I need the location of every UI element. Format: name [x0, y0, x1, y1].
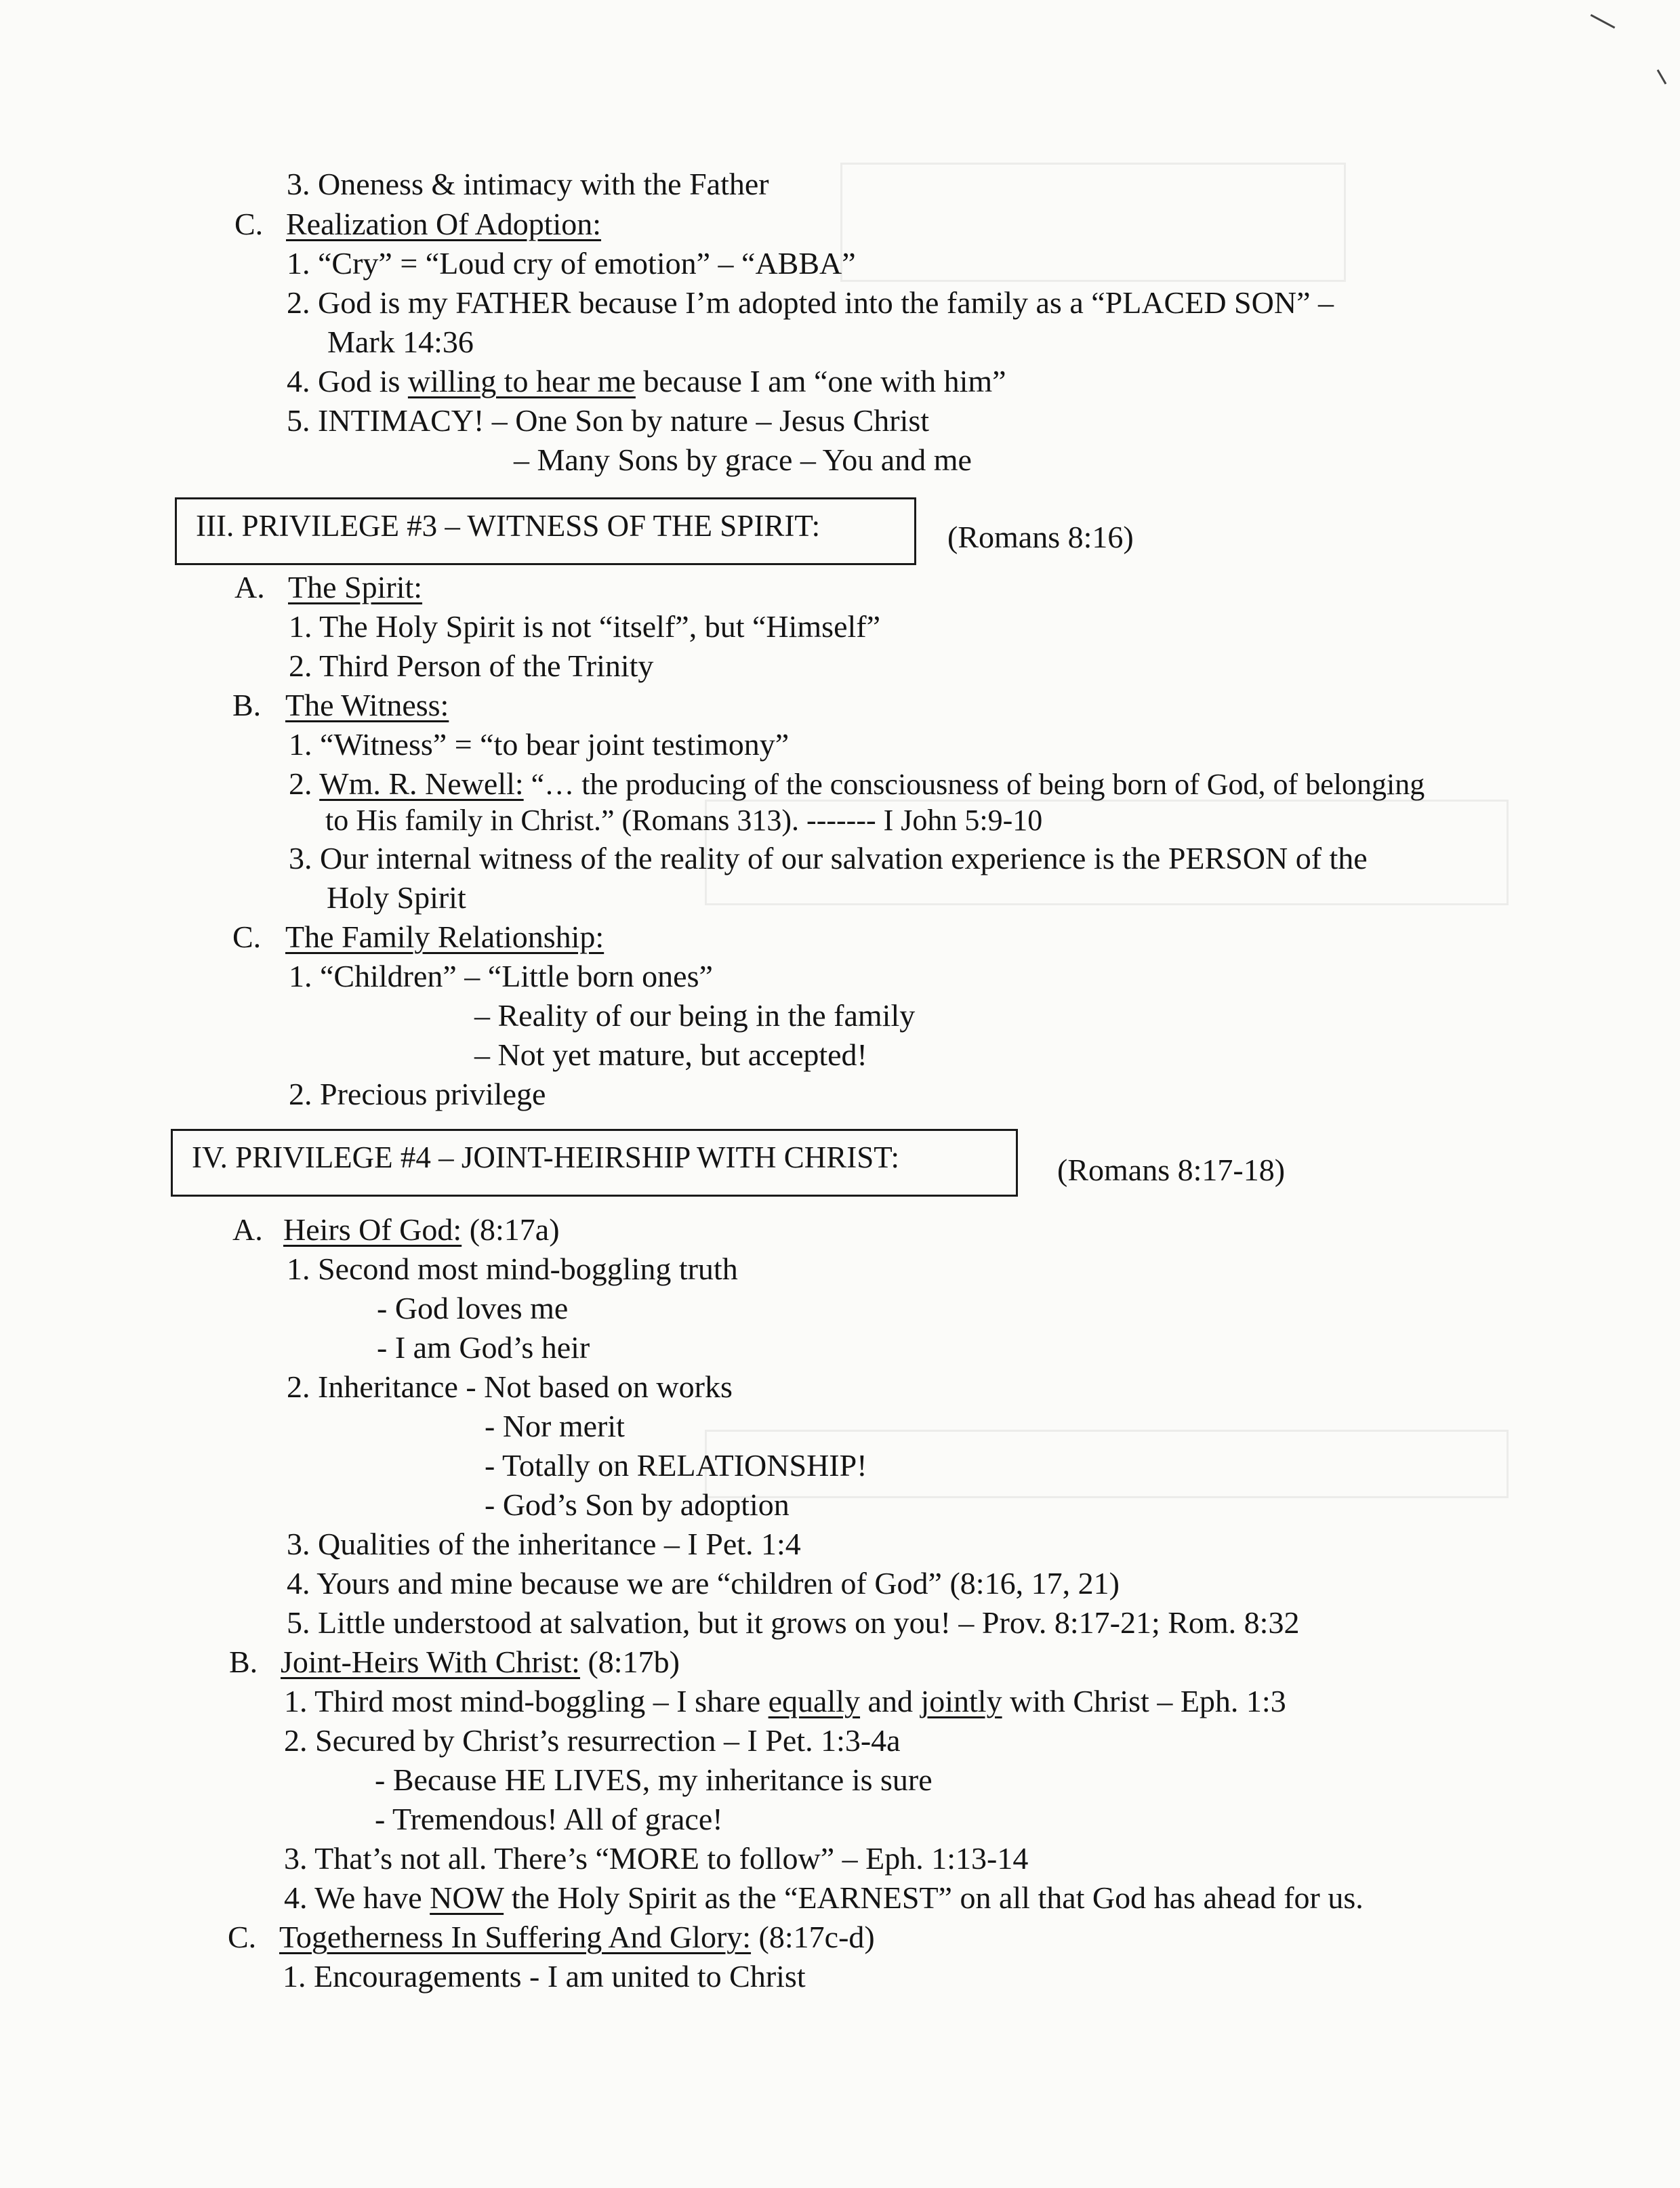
- privilege-3-reference: (Romans 8:16): [947, 520, 1134, 554]
- privilege-4-box: [171, 1129, 1018, 1197]
- p3-a-letter: A.: [234, 570, 265, 604]
- p4-b-item-3: 3. That’s not all. There’s “MORE to follow” – Eph. 1:13-14: [284, 1841, 1029, 1876]
- p3-b-item-2-num: 2.: [289, 766, 320, 801]
- item-willing-to-hear: [287, 362, 1006, 401]
- heading-c-letter: C.: [234, 207, 264, 241]
- p3-b-item-1: 1. “Witness” = “to bear joint testimony”: [289, 727, 790, 762]
- p4-a-item-1: 1. Second most mind-boggling truth: [287, 1252, 738, 1286]
- p3-c-sub-2: – Not yet mature, but accepted!: [474, 1037, 867, 1072]
- heading-realization-of-adoption: Realization Of Adoption:: [286, 207, 602, 241]
- p3-c-item-2: 2. Precious privilege: [289, 1077, 546, 1111]
- p4-b-reference: (8:17b): [579, 1645, 680, 1679]
- item-intimacy: 5. INTIMACY! – One Son by nature – Jesus Christ: [287, 403, 930, 438]
- p4-b-item-2: 2. Secured by Christ’s resurrection – I Pet. 1:3-4a: [284, 1723, 901, 1758]
- p4-b-item-1: [284, 1682, 1286, 1721]
- item-intimacy-cont: – Many Sons by grace – You and me: [514, 442, 972, 477]
- p4-b-item-4-post: the Holy Spirit as the “EARNEST” on all that God has ahead for us.: [504, 1880, 1364, 1915]
- p4-c-item-1: 1. Encouragements - I am united to Christ: [283, 1959, 806, 1994]
- p4-a-item-3: 3. Qualities of the inheritance – I Pet. 1:4: [287, 1527, 801, 1561]
- item-willing-pre: 4. God is: [287, 364, 408, 398]
- item-cry: 1. “Cry” = “Loud cry of emotion” – “ABBA”: [287, 246, 856, 281]
- p3-b-item-2-author: Wm. R. Newell:: [319, 766, 524, 801]
- p4-b-item-1-jointly: jointly: [920, 1684, 1002, 1718]
- p4-c-letter: C.: [228, 1920, 257, 1954]
- p3-c-letter: C.: [232, 920, 262, 954]
- p4-c-reference: (8:17c-d): [751, 1920, 875, 1954]
- p4-b-item-1-and: and: [860, 1684, 921, 1718]
- scan-mark: [1657, 69, 1667, 84]
- privilege-4-reference: (Romans 8:17-18): [1057, 1153, 1286, 1187]
- p4-b-letter: B.: [229, 1645, 258, 1679]
- p4-a-item-2-sub-2: - Totally on RELATIONSHIP!: [485, 1448, 867, 1483]
- p4-b-item-4: [284, 1878, 1364, 1918]
- p3-b-item-3-cont: Holy Spirit: [327, 880, 466, 915]
- privilege-3-title: III. PRIVILEGE #3 – WITNESS OF THE SPIRIT:: [196, 509, 821, 543]
- item-god-is-father: 2. God is my FATHER because I’m adopted into the family as a “PLACED SON” –: [287, 285, 1334, 320]
- item-god-is-father-cont: Mark 14:36: [327, 325, 474, 359]
- p4-a-letter: A.: [232, 1212, 263, 1247]
- p4-a-item-5: 5. Little understood at salvation, but it grows on you! – Prov. 8:17-21; Rom. 8:32: [287, 1605, 1300, 1640]
- p4-b-heading-line: [281, 1643, 680, 1682]
- p4-a-item-1-sub-2: - I am God’s heir: [377, 1330, 590, 1365]
- p3-a-item-2: 2. Third Person of the Trinity: [289, 648, 654, 683]
- p3-heading-the-spirit: The Spirit:: [288, 570, 423, 604]
- p4-b-item-2-sub-1: - Because HE LIVES, my inheritance is sure: [375, 1762, 933, 1797]
- p4-heading-joint-heirs: Joint-Heirs With Christ:: [281, 1645, 580, 1679]
- p4-a-reference: (8:17a): [462, 1212, 560, 1247]
- p4-heading-togetherness: Togetherness In Suffering And Glory:: [279, 1920, 752, 1954]
- p4-b-item-1-post: with Christ – Eph. 1:3: [1002, 1684, 1286, 1718]
- item-oneness: 3. Oneness & intimacy with the Father: [287, 167, 769, 201]
- p4-b-item-2-sub-2: - Tremendous! All of grace!: [375, 1802, 723, 1836]
- p4-b-item-1-pre: 1. Third most mind-boggling – I share: [284, 1684, 769, 1718]
- p3-heading-family-relationship: The Family Relationship:: [285, 920, 605, 954]
- p3-c-item-1: 1. “Children” – “Little born ones”: [289, 959, 713, 993]
- p4-b-item-1-equally: equally: [768, 1684, 861, 1718]
- p3-b-item-3: 3. Our internal witness of the reality of our salvation experience is the PERSON of the: [289, 841, 1368, 875]
- p4-a-item-1-sub-1: - God loves me: [377, 1291, 569, 1325]
- p4-heading-heirs-of-god: Heirs Of God:: [283, 1212, 462, 1247]
- p4-c-heading-line: [279, 1918, 875, 1957]
- bleed-through-box: [840, 163, 1346, 282]
- p4-a-heading-line: [283, 1210, 560, 1250]
- scan-mark: [1591, 14, 1616, 28]
- p4-a-item-2-sub-3: - God’s Son by adoption: [485, 1487, 790, 1522]
- p4-a-item-2: 2. Inheritance - Not based on works: [287, 1369, 733, 1404]
- privilege-4-title: IV. PRIVILEGE #4 – JOINT-HEIRSHIP WITH CHRIST:: [192, 1140, 900, 1174]
- item-willing-post: because I am “one with him”: [635, 364, 1006, 398]
- item-willing-underlined: willing to hear me: [407, 364, 636, 398]
- p3-c-sub-1: – Reality of our being in the family: [474, 998, 916, 1033]
- p4-a-item-2-sub-1: - Nor merit: [485, 1409, 625, 1443]
- p3-heading-the-witness: The Witness:: [285, 688, 449, 722]
- p3-b-letter: B.: [232, 688, 262, 722]
- privilege-3-box: [175, 497, 916, 565]
- p3-b-item-2-cont: to His family in Christ.” (Romans 313). ------- I John 5:9-10: [325, 804, 1043, 837]
- p4-b-item-4-now: NOW: [430, 1880, 504, 1915]
- p3-a-item-1: 1. The Holy Spirit is not “itself”, but “Himself”: [289, 609, 881, 644]
- p3-b-item-2: [289, 764, 1425, 804]
- p4-a-item-4: 4. Yours and mine because we are “children of God” (8:16, 17, 21): [287, 1566, 1120, 1601]
- p4-b-item-4-pre: 4. We have: [284, 1880, 430, 1915]
- p3-b-item-2-quote: “… the producing of the consciousness of being born of God, of belonging: [523, 768, 1425, 801]
